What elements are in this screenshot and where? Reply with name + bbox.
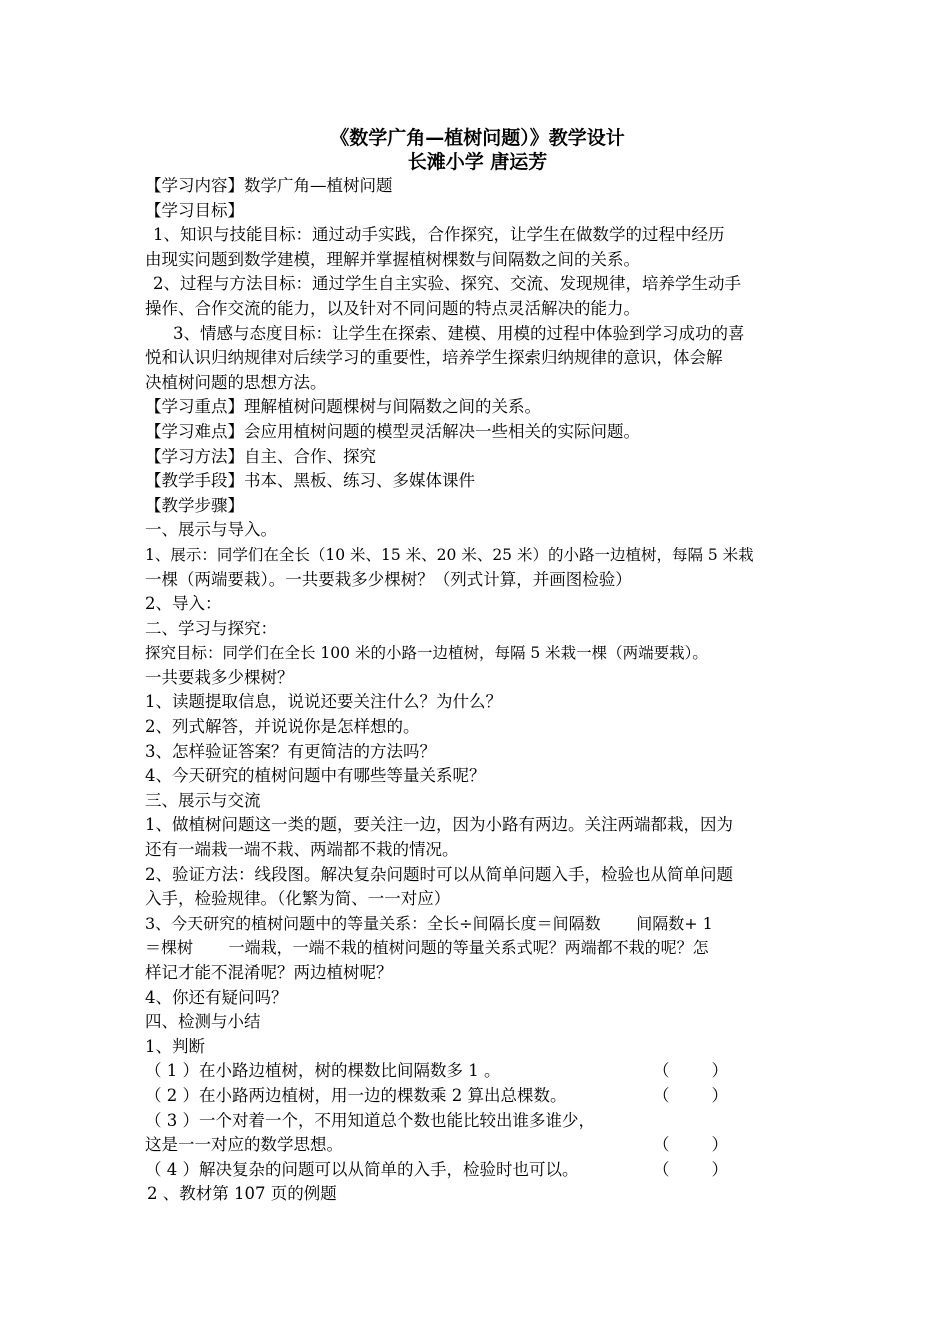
document-author: 长滩小学 唐运芳 xyxy=(407,151,548,173)
answer-blank: （ ） xyxy=(653,1061,728,1081)
text-line: 【教学步骤】 xyxy=(145,495,244,515)
text-line: 探究目标：同学们在全长 100 米的小路一边植树，每隔 5 米栽一棵（两端要栽）。 xyxy=(145,644,708,663)
text-line: 【学习目标】 xyxy=(145,200,244,220)
text-line: 4、你还有疑问吗？ xyxy=(145,987,288,1007)
text-line: 3、今天研究的植树问题中的等量关系：全长÷间隔长度＝间隔数 间隔数+ 1 xyxy=(145,913,713,933)
judge-item xyxy=(145,1109,810,1134)
text-line: 二、学习与探究： xyxy=(145,618,277,638)
text-line: 2、验证方法：线段图。解决复杂问题时可以从简单问题入手，检验也从简单问题 xyxy=(145,864,733,884)
judge-text: （ 4 ）解决复杂的问题可以从简单的入手，检验时也可以。 xyxy=(145,1159,579,1179)
text-line: 悦和认识归纳规律对后续学习的重要性，培养学生探索归纳规律的意识，体会解 xyxy=(145,348,723,368)
text-line: 一共要栽多少棵树？ xyxy=(145,667,294,687)
text-line: 4、今天研究的植树问题中有哪些等量关系呢？ xyxy=(145,766,486,786)
text-line: 决植树问题的思想方法。 xyxy=(145,372,327,392)
text-line: 2、导入： xyxy=(145,594,222,614)
judge-text: （ 3 ）一个对着一个，不用知道总个数也能比较出谁多谁少， xyxy=(145,1110,595,1130)
judge-item xyxy=(145,1158,810,1183)
answer-blank: （ ） xyxy=(653,1085,728,1105)
answer-blank: （ ） xyxy=(653,1135,728,1155)
text-line: 【学习难点】会应用植树问题的模型灵活解决一些相关的实际问题。 xyxy=(145,421,640,441)
text-line: 【学习重点】理解植树问题棵树与间隔数之间的关系。 xyxy=(145,397,541,417)
text-line: 2、过程与方法目标：通过学生自主实验、探究、交流、发现规律，培养学生动手 xyxy=(153,274,741,294)
text-line: 【学习内容】数学广角—植树问题 xyxy=(145,176,393,195)
text-line: 一、展示与导入。 xyxy=(145,520,277,540)
text-line: 【教学手段】书本、黑板、练习、多媒体课件 xyxy=(145,471,475,491)
text-line: ＝棵树 一端栽，一端不栽的植树问题的等量关系式呢？两端都不栽的呢？怎 xyxy=(145,938,709,958)
document-title: 《数学广角—植树问题）》教学设计 xyxy=(330,127,625,149)
text-line: 3、情感与态度目标：让学生在探索、建模、用模的过程中体验到学习成功的喜 xyxy=(173,323,745,343)
judge-item xyxy=(145,1084,810,1109)
text-line: 2、列式解答，并说说你是怎样想的。 xyxy=(145,717,420,737)
text-line: 1、知识与技能目标：通过动手实践，合作探究，让学生在做数学的过程中经历 xyxy=(153,225,725,245)
judge-item xyxy=(145,1133,810,1158)
text-line: 1、做植树问题这一类的题，要关注一边，因为小路有两边。关注两端都栽，因为 xyxy=(145,815,733,835)
text-line: 1、读题提取信息，说说还要关注什么？为什么？ xyxy=(145,692,502,712)
text-line: 入手，检验规律。（化繁为简、一一对应） xyxy=(145,889,451,909)
text-line: 四、检测与小结 xyxy=(145,1012,261,1032)
text-line: 3、怎样验证答案？有更简洁的方法吗？ xyxy=(145,741,436,761)
text-line: 【学习方法】自主、合作、探究 xyxy=(145,446,376,466)
document-page xyxy=(145,126,810,1207)
judge-item xyxy=(145,1059,810,1084)
judge-text: 这是一一对应的数学思想。 xyxy=(145,1135,343,1155)
text-line: 1、展示：同学们在全长（10 米、15 米、20 米、25 米）的小路一边植树，每隔 5 米栽 xyxy=(145,545,754,564)
text-line: 还有一端栽一端不栽、两端都不栽的情况。 xyxy=(145,840,459,860)
text-line: 样记才能不混淆呢？两边植树呢？ xyxy=(145,963,393,982)
judge-text: （ 2 ）在小路两边植树，用一边的棵数乘 2 算出总棵数。 xyxy=(145,1085,567,1105)
text-line: 1、判断 xyxy=(145,1036,205,1056)
text-line: 三、展示与交流 xyxy=(145,790,261,810)
text-line: 操作、合作交流的能力，以及针对不同问题的特点灵活解决的能力。 xyxy=(145,298,640,318)
text-line: 一棵（两端要栽）。一共要栽多少棵树？（列式计算，并画图检验） xyxy=(145,569,632,589)
judge-text: （ 1 ）在小路边植树，树的棵数比间隔数多 1 。 xyxy=(145,1061,501,1081)
text-line: 2 、教材第 107 页的例题 xyxy=(147,1184,337,1204)
answer-blank: （ ） xyxy=(653,1159,728,1179)
text-line: 由现实问题到数学建模，理解并掌握植树棵数与间隔数之间的关系。 xyxy=(145,249,640,269)
